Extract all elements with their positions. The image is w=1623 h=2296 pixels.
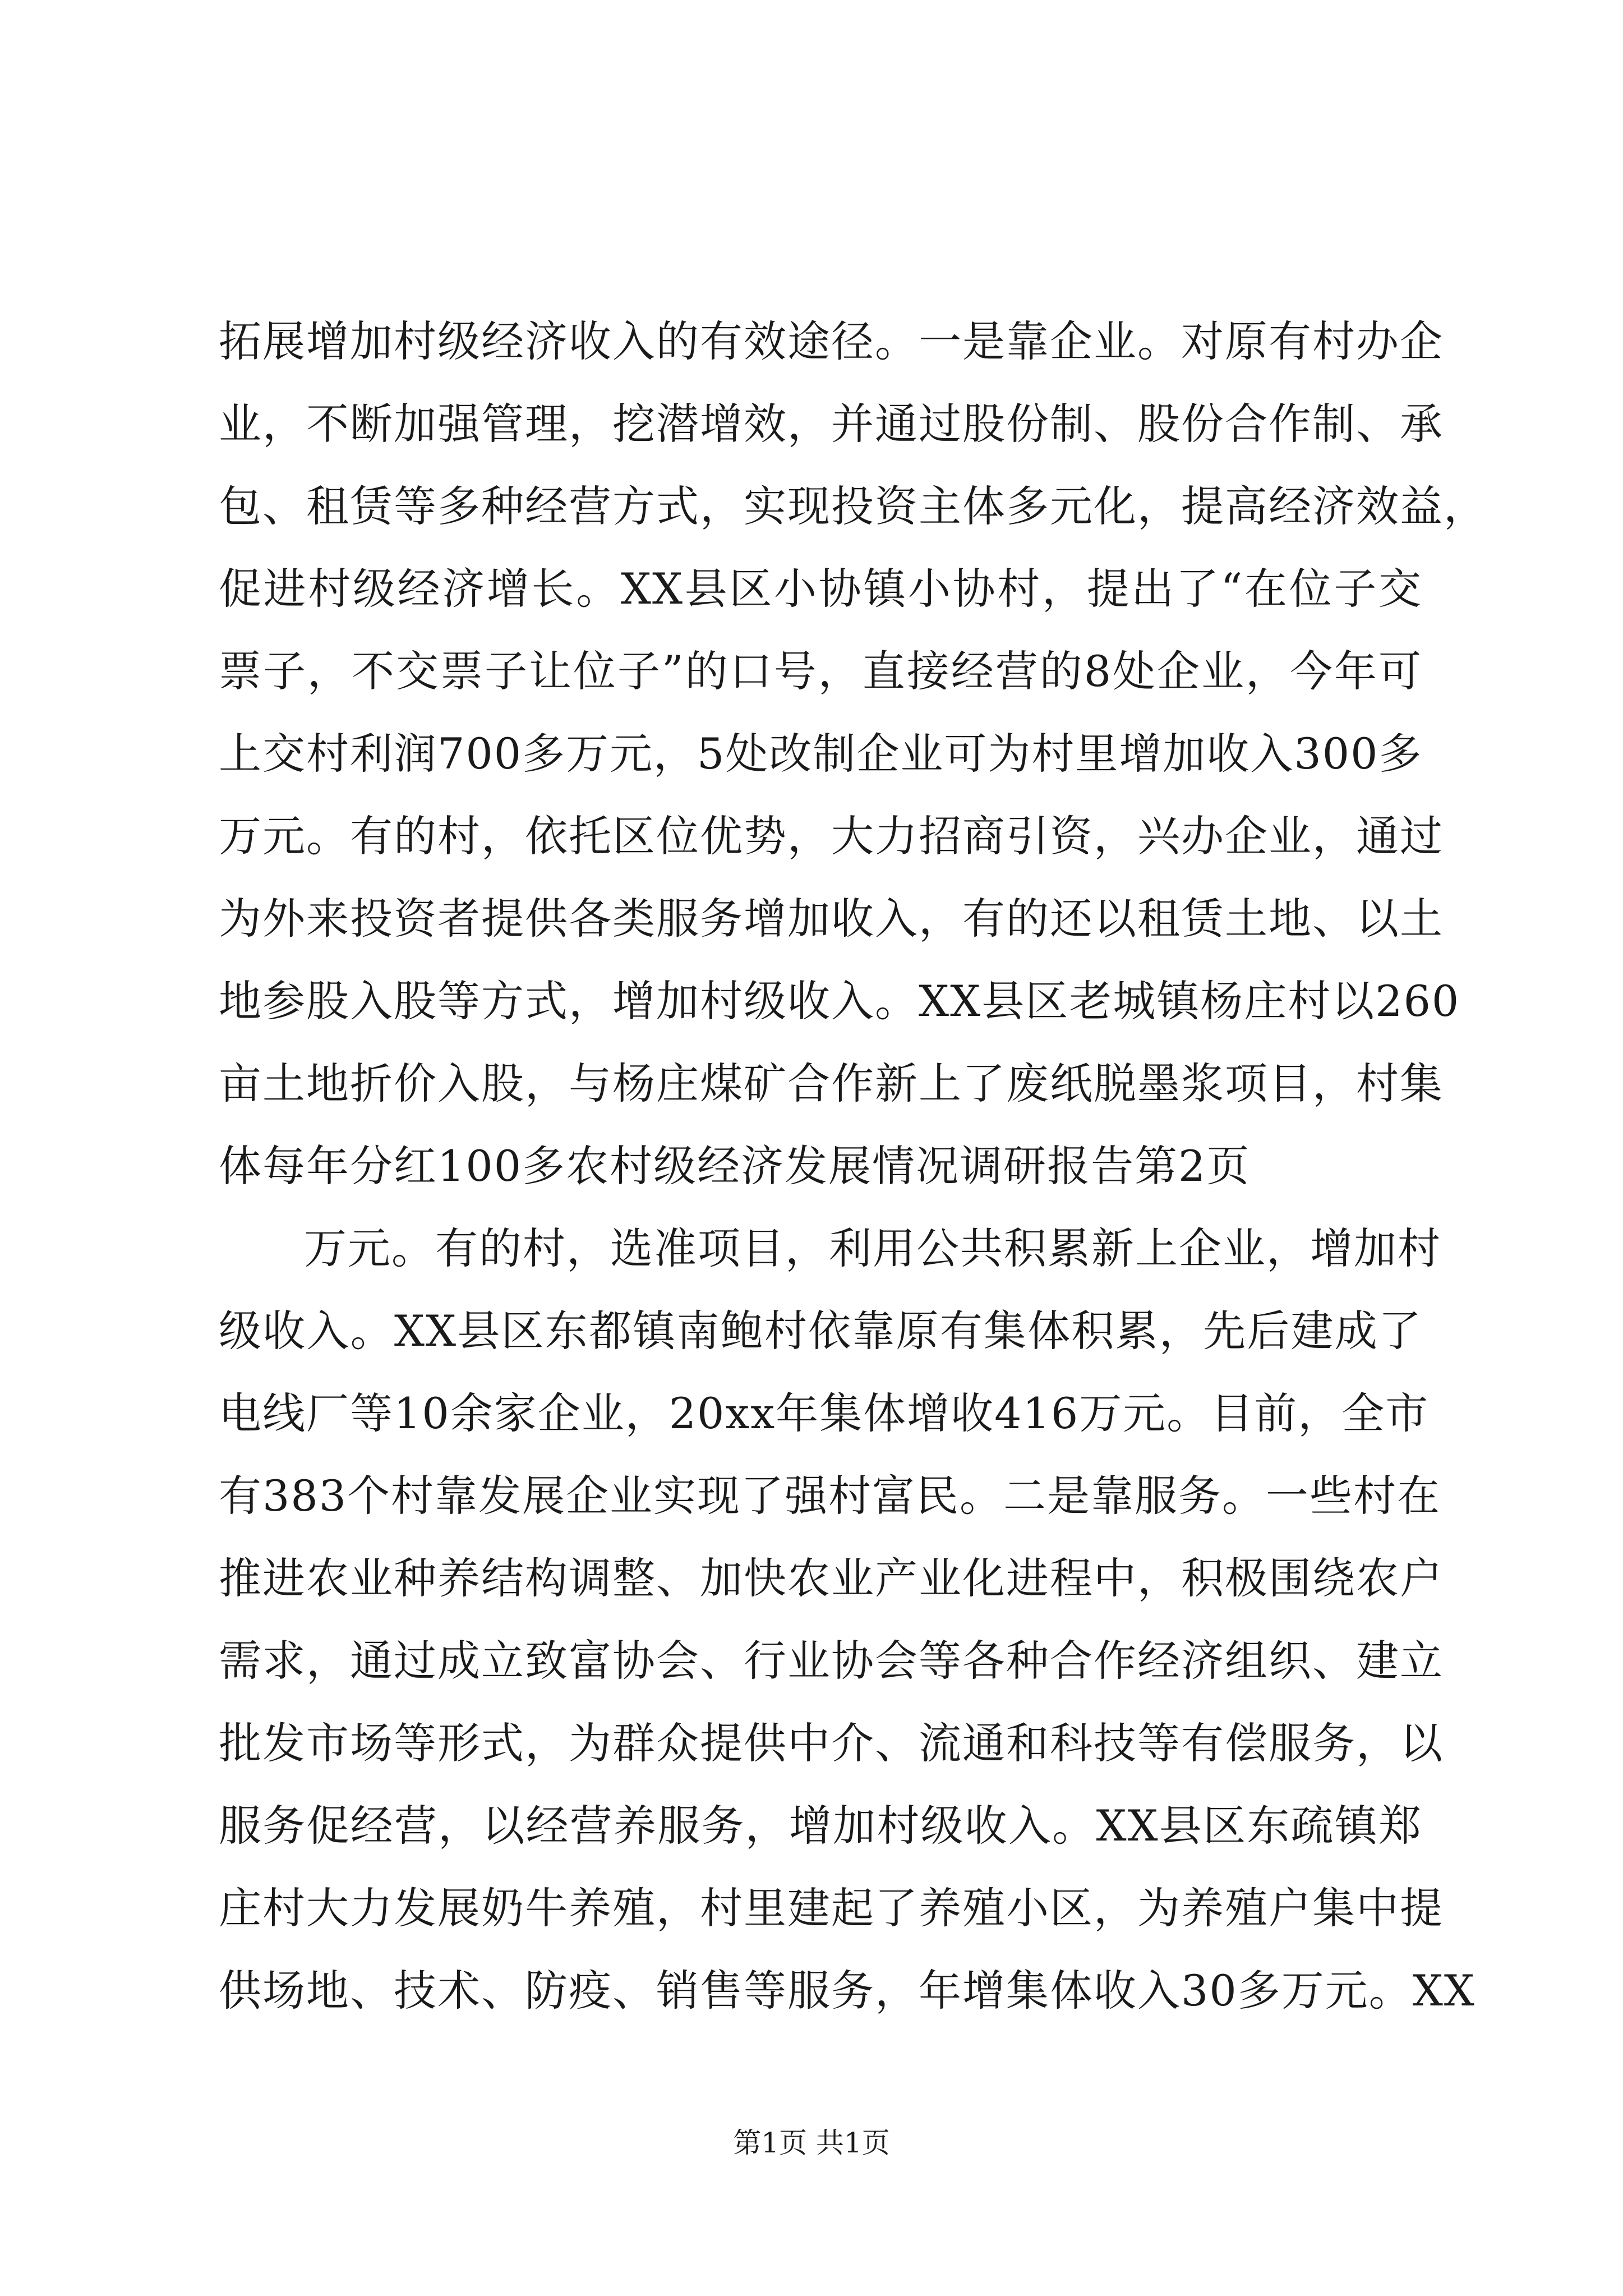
text-line: 万元。有的村，选准项目，利用公共积累新上企业，增加村: [304, 1223, 1441, 1273]
text-line: 需求，通过成立致富协会、行业协会等各种合作经济组织、建立: [219, 1636, 1444, 1686]
page-footer: 第1页 共1页: [733, 2127, 890, 2159]
text-line: 亩土地折价入股，与杨庄煤矿合作新上了废纸脱墨浆项目，村集: [219, 1059, 1444, 1108]
text-line: 业，不断加强管理，挖潜增效，并通过股份制、股份合作制、承: [219, 399, 1444, 449]
text-line: 地参股入股等方式，增加村级收入。XX县区老城镇杨庄村以260: [219, 976, 1460, 1026]
text-line: 为外来投资者提供各类服务增加收入，有的还以租赁土地、以土: [219, 894, 1444, 944]
text-line: 有383个村靠发展企业实现了强村富民。二是靠服务。一些村在: [219, 1471, 1441, 1521]
text-line: 拓展增加村级经济收入的有效途径。一是靠企业。对原有村办企: [219, 316, 1444, 366]
text-line: 供场地、技术、防疫、销售等服务，年增集体收入30多万元。XX: [219, 1966, 1476, 2016]
text-line: 票子，不交票子让位子”的口号，直接经营的8处企业，今年可: [219, 646, 1422, 696]
text-line: 推进农业种养结构调整、加快农业产业化进程中，积极围绕农户: [219, 1553, 1444, 1603]
text-line: 万元。有的村，依托区位优势，大力招商引资，兴办企业，通过: [219, 811, 1444, 861]
text-line: 庄村大力发展奶牛养殖，村里建起了养殖小区，为养殖户集中提: [219, 1883, 1444, 1933]
body-text: [219, 300, 1487, 2032]
text-line: 体每年分红100多农村级经济发展情况调研报告第2页: [219, 1141, 1251, 1191]
text-line: 包、租赁等多种经营方式，实现投资主体多元化，提高经济效益，: [219, 481, 1487, 531]
text-line: 批发市场等形式，为群众提供中介、流通和科技等有偿服务，以: [219, 1718, 1444, 1768]
text-line: 电线厂等10余家企业，20xx年集体增收416万元。目前，全市: [219, 1388, 1430, 1438]
text-line: 服务促经营，以经营养服务，增加村级收入。XX县区东疏镇郑: [219, 1801, 1422, 1851]
text-line: 促进村级经济增长。XX县区小协镇小协村，提出了“在位子交: [219, 564, 1422, 614]
text-line: 上交村利润700多万元，5处改制企业可为村里增加收入300多: [219, 729, 1423, 779]
text-line: 级收入。XX县区东都镇南鲍村依靠原有集体积累，先后建成了: [219, 1306, 1422, 1356]
